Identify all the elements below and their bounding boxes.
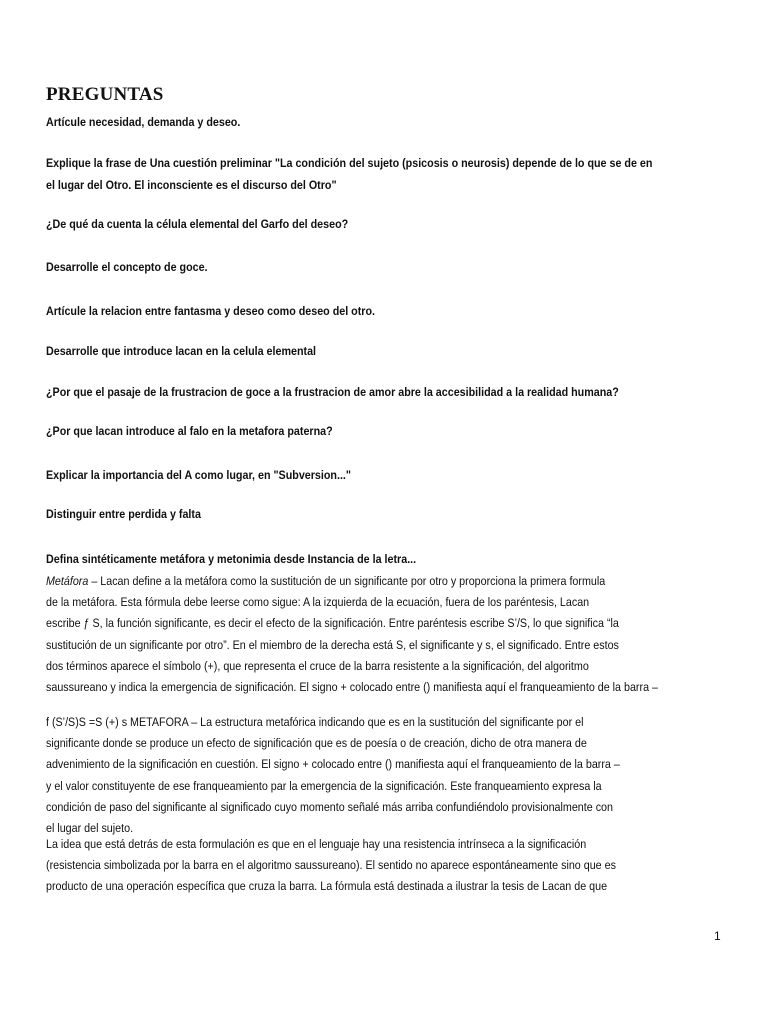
question-6 — [46, 340, 722, 362]
paragraph-line: significante donde se produce un efecto de significación que es de poesía o de creación, dicho de otra manera de — [46, 736, 587, 751]
paragraph-line: (resistencia simbolizada por la barra en el algoritmo saussureano). El sentido no aparece espontáneamente sino que es — [46, 858, 616, 873]
question-line: Desarrolle el concepto de goce. — [46, 260, 208, 274]
paragraph-line: el lugar del sujeto. — [46, 821, 134, 836]
question-line: Explicar la importancia del A como lugar, en "Subversion..." — [46, 468, 352, 482]
paragraph-line: dos términos aparece el símbolo (+), que representa el cruce de la barra resistente a la significación, del algoritmo — [46, 658, 589, 673]
question-4 — [46, 256, 722, 278]
paragraph-line: f (S’/S)S =S (+) s METAFORA – La estructura metafórica indicando que es en la sustitución del significante por el — [46, 715, 584, 729]
formula-paragraph — [46, 712, 722, 839]
question-10 — [46, 503, 722, 525]
paragraph-line: sustitución de un significante por otro”. En el miembro de la derecha está S, el significante y s, el significado. Entre estos — [46, 637, 619, 652]
paragraph-line: producto de una operación específica que cruza la barra. La fórmula está destinada a ilustrar la tesis de Lacan de que — [46, 879, 608, 894]
metaphor-lead: Metáfora — [46, 574, 89, 588]
paragraph-line: de la metáfora. Esta fórmula debe leerse como sigue: A la izquierda de la ecuación, fuera de los paréntesis, Lacan — [46, 595, 590, 610]
question-1 — [46, 111, 722, 133]
page-title: PREGUNTAS — [46, 84, 164, 105]
question-line: Defina sintéticamente metáfora y metonimia desde Instancia de la letra... — [46, 552, 417, 566]
question-11 — [46, 548, 722, 570]
question-7 — [46, 381, 722, 403]
question-line: ¿Por que el pasaje de la frustracion de goce a la frustracion de amor abre la accesibilidad a la realidad humana? — [46, 385, 619, 399]
paragraph-line: condición de paso del significante al significado cuyo momento señalé más arriba confundiéndolo provisionalmente con — [46, 799, 613, 814]
question-line: Distinguir entre perdida y falta — [46, 507, 201, 521]
question-9 — [46, 464, 722, 486]
idea-paragraph — [46, 834, 722, 898]
question-line: Artícule necesidad, demanda y deseo. — [46, 115, 241, 129]
question-line: Explique la frase de Una cuestión preliminar "La condición del sujeto (psicosis o neurosis) depende de lo que se de en — [46, 156, 653, 170]
page-number: 1 — [714, 929, 721, 943]
paragraph-line: escribe ƒ S, la función significante, es decir el efecto de la significación. Entre paréntesis escribe S’/S, lo que significa “la — [46, 616, 619, 631]
question-5 — [46, 300, 722, 322]
paragraph-line: saussureano y indica la emergencia de significación. El signo + colocado entre () manifiesta aquí el franqueamiento de la barra – — [46, 680, 658, 695]
question-line: ¿De qué da cuenta la célula elemental del Garfo del deseo? — [46, 217, 349, 231]
question-line: Desarrolle que introduce lacan en la celula elemental — [46, 344, 317, 358]
question-3 — [46, 213, 722, 235]
question-2 — [46, 152, 722, 196]
metaphor-paragraph — [46, 571, 722, 698]
paragraph-line: advenimiento de la significación en cuestión. El signo + colocado entre () manifiesta aquí el franqueamiento de la barra – — [46, 757, 620, 772]
paragraph-line — [46, 571, 722, 592]
question-line: Artícule la relacion entre fantasma y deseo como deseo del otro. — [46, 304, 376, 318]
paragraph-line: La idea que está detrás de esta formulación es que en el lenguaje hay una resistencia intrínseca a la significación — [46, 837, 587, 851]
paragraph-line-text: – Lacan define a la metáfora como la sustitución de un significante por otro y proporciona la primera formula — [88, 574, 606, 588]
question-line: ¿Por que lacan introduce al falo en la metafora paterna? — [46, 424, 333, 438]
question-8 — [46, 420, 722, 442]
paragraph-line: y el valor constituyente de ese franqueamiento par la emergencia de la significación. Este franqueamiento expresa la — [46, 778, 602, 793]
question-line: el lugar del Otro. El inconsciente es el discurso del Otro" — [46, 178, 337, 192]
